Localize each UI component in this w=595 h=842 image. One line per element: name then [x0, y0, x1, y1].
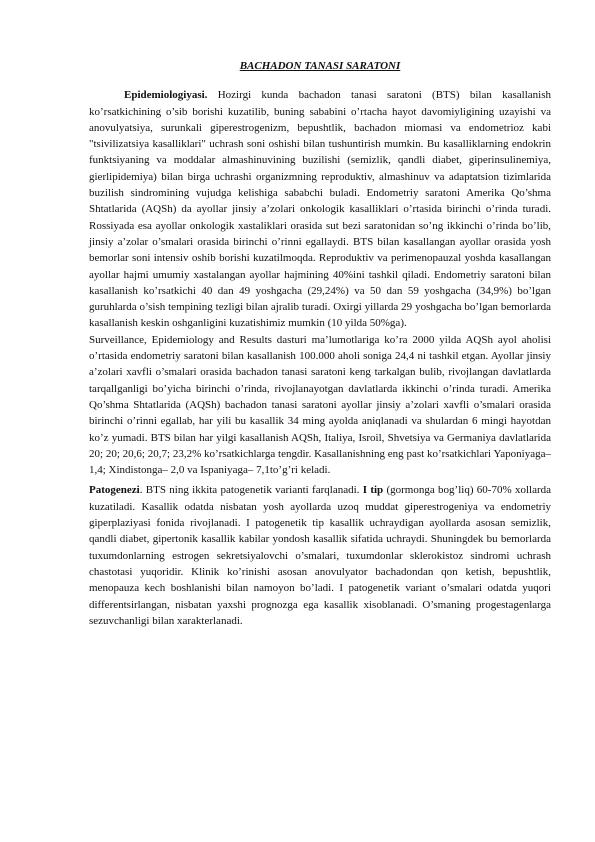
paragraph-text: Surveillance, Epidemiology and Results dasturi ma’lumotlariga ko’ra 2000 yilda AQSh ayol aholisi o’rtasida endometriy saratoni bilan kasallanish 100.000 aholi soniga 24,4 ni tashkil etgan. Ayollar jinsiy a’zolari xavfli o’smalari orasida bachadon tanasi saratoni keng tarkalgan bulib, rivojlangan davlatlarda tarqallganligi bo’yicha birinchi o’rinda, rivojlanayotgan davlatlarda ikkinchi o’rinda turadi. Amerika Qo’shma Shtatlarida (AQSh) bachadon tanasi saratoni ayollar jinsiy a’zolari xavfli o’smalari orasida birinchi o’rinni egallab, har yili bu kasallik 34 ming ayolda aniqlanadi va shulardan 6 mingi hayotdan ko’z yumadi. BTS bilan har yilgi kasallanish AQSh, Italiya, Isroil, Shvetsiya va Germaniya davlatlarida 20; 20; 20,6; 20,7; 23,2% ko’rsatkichlarga tengdir. Kasallanishning eng past ko’rsatkichlari Yaponiyaga–1,4; Xindistonga– 2,0 va Ispaniyaga– 7,1to’g’ri keladi. — [89, 333, 551, 477]
paragraph-text: (gormonga bog’liq) 60-70% xollarda kuzatiladi. Kasallik odatda nisbatan yosh ayollarda uzoq muddat giperestrogeniya va endometriy giperplaziyasi fonida rivojlanadi. I patogenetik tip kasallik uchraydigan ayollarda asosan semizlik, qandli diabet, gipertonik kasallik kabilar yondosh kasallik sifatida uchraydi. Shuningdek bu bemorlarda tuxumdonlarning estrogen sekretsiyalovchi o’smalari, tuxumdonlar sklerokistoz sindromi uchrash chastotasi yuqoridir. Klinik ko’rinishi asosan anovulyator bachadondan qon ketish, bepushtlik, menopauza kech boshlanishi bilan namoyon bo’ladi. I patogenetik variant o’smalari odatda yuqori differentsirlangan, nisbatan yaxshi prognozga ega kasallik xisoblanadi. O’smaning progestagenlarga sezuvchanligi bilan xarakterlanadi. — [89, 484, 551, 627]
paragraph-text: . BTS ning ikkita patogenetik varianti farqlanadi. — [139, 484, 363, 497]
paragraph-surveillance — [89, 332, 551, 479]
paragraph-epidemiology — [89, 87, 551, 331]
page-title: BACHADON TANASI SARATONI — [239, 60, 401, 72]
document-page — [89, 58, 551, 629]
section-heading-epidemiology: Epidemiologiyasi. — [124, 89, 208, 102]
paragraph-pathogenesis — [89, 482, 551, 629]
section-heading-pathogenesis: Patogenezi — [89, 484, 140, 497]
type-label: I tip — [362, 484, 384, 497]
paragraph-text: Hozirgi kunda bachadon tanasi saratoni (BTS) bilan kasallanish ko’rsatkichining o’sib borishi kuzatilib, buning sababini o’rtacha hayot davomiyligining uzayishi va anovulyatsiya, surunkali giperestrogenizm, bepushtlik, bachadon miomasi va endometrioz kabi "tsivilizatsiya kasalliklari" uchrash soni oshishi bilan tushuntirish mumkin. Bu kasalliklarning endokrin funktsiyaning va moddalar almashinuvining buzilishi (semizlik, qandli diabet, giperinsulinemiya, gierlipidemiya) bilan birga uchrashi organizmning reproduktiv, almashinuv va adaptatsion tizimlarida buzilish sindromining vujudga kelishiga sababchi buladi. Endometriy saratoni Amerika Qo’shma Shtatlarida (AQSh) da ayollar jinsiy a’zolari onkologik kasalliklari o’rtasida birinchi o’rinda turadi. Rossiyada esa ayollar onkologik xastaliklari orasida sut bezi saratonidan so’ng ikkinchi o’rinda bo’lib, jinsiy a’zolar o’smalari orasida birinchi o’rinni egallaydi. BTS bilan kasallangan ayollar orasida yosh bemorlar soni intensiv oshib borishi kuzatilmoqda. Reproduktiv va perimenopauzal yoshda kasallangan ayollar hajmi umumiy xastalangan ayollar hajmining 40%ini tashkil qiladi. Endometriy saratoni bilan kasallanish ko’rsatkichi 40 dan 49 yoshgacha (29,24%) va 50 dan 59 yoshgacha (34,9%) bo’lgan guruhlarda o’sish tempining tezligi bilan ajralib turadi. Oxirgi yillarda 29 yoshgacha bo’lgan bemorlarda kasallanish keskin oshganligini kuzatishimiz mumkin (10 yilda 50%ga). — [89, 89, 551, 330]
